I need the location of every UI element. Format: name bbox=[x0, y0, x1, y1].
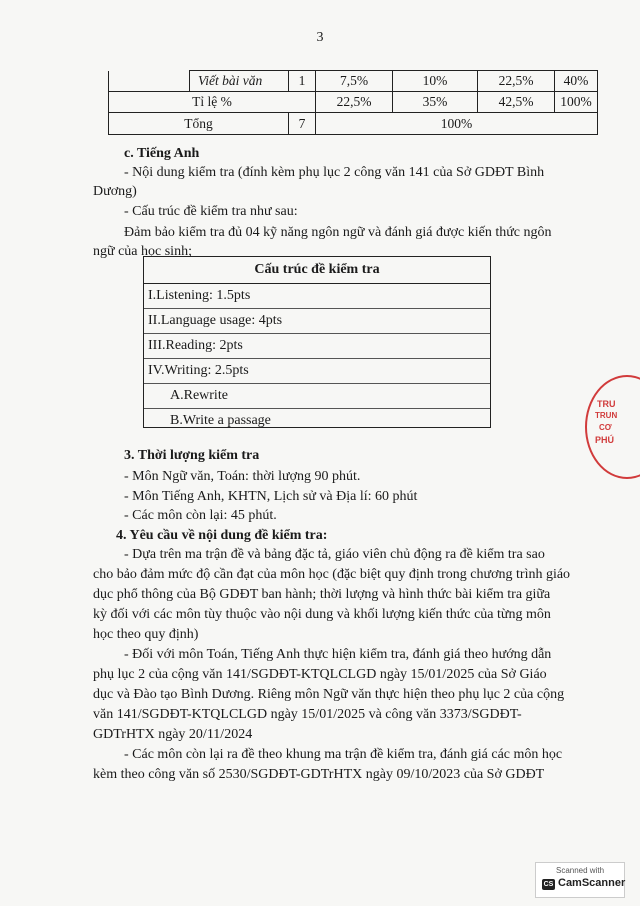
blank-cell bbox=[109, 71, 190, 92]
text-line: kỳ đối với các môn tùy thuộc vào nội dung và khối lượng kiến thức của từng môn bbox=[93, 607, 551, 622]
cell-count: 7 bbox=[289, 113, 316, 135]
cell: 22,5% bbox=[478, 71, 555, 92]
page-number: 3 bbox=[316, 30, 324, 45]
camscanner-logo-icon: CS bbox=[543, 881, 554, 888]
cell: 100% bbox=[555, 92, 598, 113]
text-line: ngữ của học sinh; bbox=[93, 244, 192, 259]
cell: 10% bbox=[393, 71, 478, 92]
camscanner-badge bbox=[535, 862, 625, 898]
structure-item: I.Listening: 1.5pts bbox=[144, 284, 490, 309]
text-line: Dương) bbox=[93, 184, 137, 199]
structure-item: III.Reading: 2pts bbox=[144, 334, 490, 359]
camscanner-brand: CamScanner bbox=[558, 877, 626, 889]
text-line: GDTrHTX ngày 20/11/2024 bbox=[93, 727, 253, 742]
structure-box bbox=[143, 256, 491, 428]
text-line: - Đối với môn Toán, Tiếng Anh thực hiện kiểm tra, đánh giá theo hướng dẫn bbox=[124, 647, 552, 662]
text-line: học theo quy định) bbox=[93, 627, 199, 642]
stamp-seal bbox=[585, 375, 640, 479]
list-item: - Môn Tiếng Anh, KHTN, Lịch sử và Địa lí: 60 phút bbox=[124, 489, 418, 504]
text-line: Đảm bảo kiểm tra đủ 04 kỹ năng ngôn ngữ và đánh giá được kiến thức ngôn bbox=[124, 225, 552, 240]
section4-heading: 4. Yêu cầu về nội dung đề kiểm tra: bbox=[116, 528, 328, 543]
stamp-text: TRU bbox=[597, 399, 616, 409]
scanned-with-label: Scanned with bbox=[555, 866, 605, 875]
cell-total: 100% bbox=[316, 113, 598, 135]
structure-item: A.Rewrite bbox=[144, 384, 490, 409]
text-line: phụ lục 2 của cộng văn 141/SGDĐT-KTQLCLGD ngày 15/01/2025 của Sở Giáo bbox=[93, 667, 547, 682]
structure-item: IV.Writing: 2.5pts bbox=[144, 359, 490, 384]
table-row bbox=[109, 71, 598, 92]
text-line: - Dựa trên ma trận đề và bảng đặc tả, giáo viên chủ động ra đề kiểm tra sao bbox=[124, 547, 545, 562]
section3-heading: 3. Thời lượng kiểm tra bbox=[124, 448, 260, 463]
english-heading: c. Tiếng Anh bbox=[124, 146, 200, 161]
structure-item: B.Write a passage bbox=[170, 413, 271, 428]
cell-label: Tổng bbox=[109, 113, 289, 135]
text-line: văn 141/SGDĐT-KTQLCLGD ngày 15/01/2025 và công văn 3373/SGDĐT- bbox=[93, 707, 522, 722]
text-line: - Cấu trúc đề kiểm tra như sau: bbox=[124, 204, 298, 219]
text-line: kèm theo công văn số 2530/SGDĐT-GDTrHTX ngày 09/10/2023 của Sở GDĐT bbox=[93, 767, 545, 782]
text-line: cho bảo đảm mức độ cần đạt của môn học (đặc biệt quy định trong chương trình giáo bbox=[93, 567, 571, 582]
cell: 40% bbox=[555, 71, 598, 92]
cell: 7,5% bbox=[316, 71, 393, 92]
table-row bbox=[109, 113, 598, 135]
cell: 35% bbox=[393, 92, 478, 113]
stamp-text: PHÚ bbox=[595, 435, 615, 445]
table-row bbox=[109, 92, 598, 113]
list-item: - Môn Ngữ văn, Toán: thời lượng 90 phút. bbox=[124, 469, 361, 484]
structure-item: II.Language usage: 4pts bbox=[144, 309, 490, 334]
text-line: dục và Đào tạo Bình Dương. Riêng môn Ngữ văn thực hiện theo phụ lục 2 của cộng bbox=[93, 687, 565, 702]
list-item: - Các môn còn lại: 45 phút. bbox=[124, 508, 277, 523]
score-table bbox=[108, 70, 598, 135]
cell: 22,5% bbox=[316, 92, 393, 113]
cell-label: Tỉ lệ % bbox=[109, 92, 316, 113]
cell-count: 1 bbox=[289, 71, 316, 92]
text-line: - Nội dung kiểm tra (đính kèm phụ lục 2 công văn 141 của Sở GDĐT Bình bbox=[124, 165, 545, 180]
cell-label: Viết bài văn bbox=[190, 71, 289, 92]
stamp-text: CƠ bbox=[599, 423, 612, 432]
text-line: - Các môn còn lại ra đề theo khung ma trận đề kiểm tra, đánh giá các môn học bbox=[124, 747, 563, 762]
stamp-text: TRUN bbox=[595, 411, 618, 420]
cell: 42,5% bbox=[478, 92, 555, 113]
text-line: dục phổ thông của Bộ GDĐT ban hành; thời lượng và hình thức bài kiểm tra giữa bbox=[93, 587, 551, 602]
structure-header: Cấu trúc đề kiểm tra bbox=[144, 257, 490, 284]
